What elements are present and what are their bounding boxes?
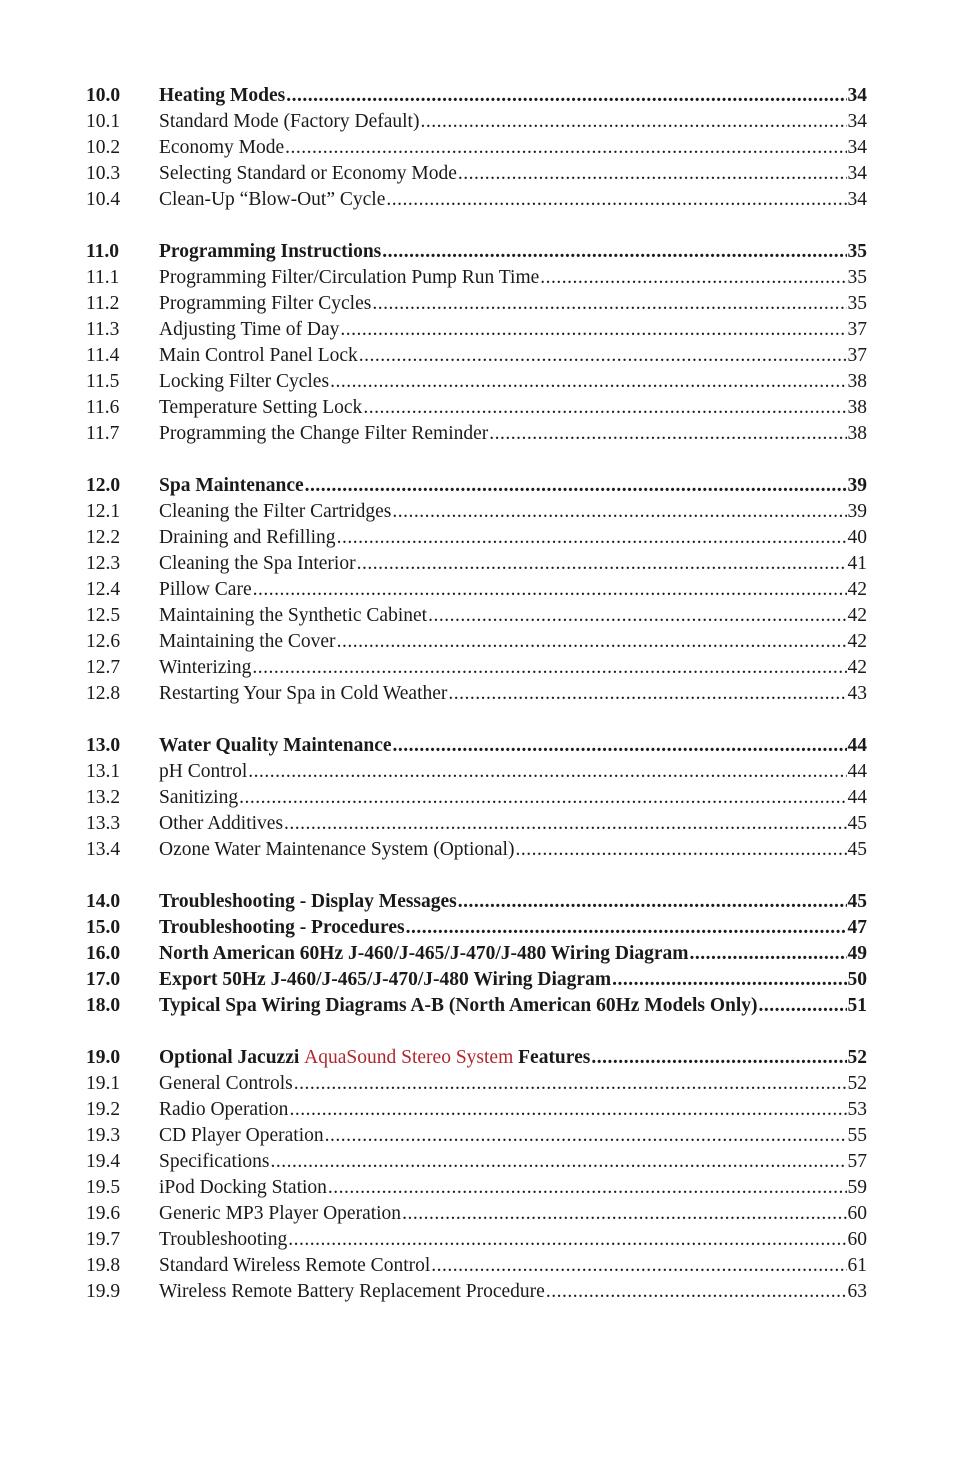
toc-entry-title: Programming Filter/Circulation Pump Run Time — [159, 267, 540, 288]
dot-leader — [540, 265, 846, 291]
toc-entry-title: Programming Filter Cycles — [159, 293, 372, 314]
toc-heading-row[interactable] — [86, 83, 867, 109]
toc-entry-number: 12.8 — [86, 683, 121, 704]
toc-entry-row[interactable] — [86, 525, 867, 551]
toc-page-number: 37 — [847, 345, 867, 366]
toc-heading-row[interactable] — [86, 941, 867, 967]
toc-entry-title: Generic MP3 Player Operation — [159, 1203, 402, 1224]
toc-entry-title: Spa Maintenance — [159, 475, 304, 496]
dot-leader — [325, 1123, 847, 1149]
toc-entry-title: Wireless Remote Battery Replacement Procedure — [159, 1281, 545, 1302]
dot-leader — [239, 785, 846, 811]
dot-leader — [337, 629, 847, 655]
dot-leader — [406, 915, 847, 941]
toc-page-number: 38 — [847, 423, 867, 444]
toc-page-number: 34 — [847, 189, 867, 210]
toc-page-number: 35 — [847, 293, 867, 314]
toc-entry-title: Troubleshooting - Display Messages — [159, 891, 457, 912]
section-gap — [86, 213, 867, 239]
toc-entry-title: Selecting Standard or Economy Mode — [159, 163, 457, 184]
dot-leader — [252, 655, 846, 681]
dot-leader — [402, 1201, 846, 1227]
toc-entry-number: 11.7 — [86, 423, 120, 444]
toc-heading-row[interactable] — [86, 993, 867, 1019]
toc-entry-title: Typical Spa Wiring Diagrams A-B (North American 60Hz Models Only) — [159, 995, 758, 1016]
dot-leader — [759, 993, 847, 1019]
toc-entry-number: 12.5 — [86, 605, 121, 626]
toc-entry-title: Draining and Refilling — [159, 527, 336, 548]
toc-entry-number: 12.4 — [86, 579, 121, 600]
toc-entry-number: 11.2 — [86, 293, 120, 314]
toc-entry-number: 12.7 — [86, 657, 121, 678]
toc-entry-number: 11.5 — [86, 371, 120, 392]
toc-entry-row[interactable] — [86, 343, 867, 369]
toc-entry-row[interactable] — [86, 317, 867, 343]
toc-entry-number: 19.0 — [86, 1047, 121, 1068]
dot-leader — [363, 395, 846, 421]
toc-page-number: 43 — [847, 683, 867, 704]
toc-entry-title: North American 60Hz J-460/J-465/J-470/J-480 Wiring Diagram — [159, 943, 689, 964]
toc-heading-row[interactable] — [86, 967, 867, 993]
dot-leader — [428, 603, 846, 629]
toc-page-number: 60 — [847, 1203, 867, 1224]
toc-entry-number: 15.0 — [86, 917, 121, 938]
toc-entry-row[interactable] — [86, 499, 867, 525]
toc-page-number: 52 — [847, 1073, 867, 1094]
toc-entry-number: 11.1 — [86, 267, 120, 288]
dot-leader — [448, 681, 846, 707]
toc-entry-title: Radio Operation — [159, 1099, 289, 1120]
dot-leader — [286, 83, 846, 109]
toc-entry-number: 12.0 — [86, 475, 121, 496]
toc-heading-row[interactable] — [86, 1045, 867, 1071]
toc-entry-row[interactable] — [86, 759, 867, 785]
toc-page-number: 51 — [847, 995, 867, 1016]
toc-entry-title: Heating Modes — [159, 85, 286, 106]
toc-heading-row[interactable] — [86, 473, 867, 499]
toc-entry-title: Specifications — [159, 1151, 270, 1172]
toc-entry-title: Ozone Water Maintenance System (Optional) — [159, 839, 515, 860]
toc-entry-row[interactable] — [86, 421, 867, 447]
toc-entry-title: Adjusting Time of Day — [159, 319, 340, 340]
toc-heading-row[interactable] — [86, 733, 867, 759]
toc-entry-title: Water Quality Maintenance — [159, 735, 392, 756]
toc-entry-number: 10.4 — [86, 189, 121, 210]
toc-heading-row[interactable] — [86, 889, 867, 915]
toc-page-number: 40 — [847, 527, 867, 548]
dot-leader — [420, 109, 846, 135]
toc-page-number: 39 — [847, 475, 867, 496]
toc-entry-row[interactable] — [86, 395, 867, 421]
toc-entry-title: General Controls — [159, 1073, 293, 1094]
toc-entry-row[interactable] — [86, 1279, 867, 1305]
toc-entry-number: 19.9 — [86, 1281, 121, 1302]
toc-page-number: 42 — [847, 579, 867, 600]
toc-page-number: 45 — [847, 891, 867, 912]
toc-page-number: 42 — [847, 657, 867, 678]
toc-entry-row[interactable] — [86, 837, 867, 863]
toc-entry-title: Export 50Hz J-460/J-465/J-470/J-480 Wiring Diagram — [159, 969, 612, 990]
toc-entry-title: Programming the Change Filter Reminder — [159, 423, 489, 444]
dot-leader — [359, 343, 847, 369]
toc-page-number: 38 — [847, 371, 867, 392]
toc-entry-number: 13.0 — [86, 735, 121, 756]
dot-leader — [285, 135, 846, 161]
toc-entry-row[interactable] — [86, 291, 867, 317]
toc-page-number: 35 — [847, 267, 867, 288]
toc-page-number: 41 — [847, 553, 867, 574]
toc-entry-number: 12.2 — [86, 527, 121, 548]
dot-leader — [288, 1227, 846, 1253]
toc-heading-row[interactable] — [86, 239, 867, 265]
toc-page-number: 37 — [847, 319, 867, 340]
dot-leader — [546, 1279, 847, 1305]
toc-entry-row[interactable] — [86, 551, 867, 577]
toc-entry-row[interactable] — [86, 1253, 867, 1279]
toc-title-part: Features — [513, 1047, 591, 1068]
dot-leader — [289, 1097, 846, 1123]
toc-page-number: 34 — [847, 85, 867, 106]
toc-entry-row[interactable] — [86, 109, 867, 135]
toc-page-number: 34 — [847, 163, 867, 184]
toc-entry-number: 19.5 — [86, 1177, 121, 1198]
toc-page-number: 34 — [847, 137, 867, 158]
toc-entry-title — [159, 1045, 590, 1071]
toc-entry-number: 11.3 — [86, 319, 120, 340]
toc-entry-title: Troubleshooting — [159, 1229, 288, 1250]
toc-entry-title: CD Player Operation — [159, 1125, 324, 1146]
toc-entry-row[interactable] — [86, 603, 867, 629]
toc-entry-row[interactable] — [86, 1175, 867, 1201]
toc-entry-row[interactable] — [86, 265, 867, 291]
toc-entry-number: 13.1 — [86, 761, 121, 782]
toc-page-number: 39 — [847, 501, 867, 522]
dot-leader — [458, 161, 847, 187]
toc-entry-number: 10.0 — [86, 85, 121, 106]
dot-leader — [458, 889, 847, 915]
toc-page-number: 44 — [847, 761, 867, 782]
toc-page-number: 45 — [847, 813, 867, 834]
toc-entry-title: Temperature Setting Lock — [159, 397, 363, 418]
dot-leader — [328, 1175, 847, 1201]
toc-entry-row[interactable] — [86, 1201, 867, 1227]
toc-entry-row[interactable] — [86, 577, 867, 603]
toc-page-number: 55 — [847, 1125, 867, 1146]
toc-entry-number: 19.8 — [86, 1255, 121, 1276]
toc-entry-title: Restarting Your Spa in Cold Weather — [159, 683, 448, 704]
toc-entry-number: 13.4 — [86, 839, 121, 860]
dot-leader — [382, 239, 846, 265]
dot-leader — [340, 317, 846, 343]
toc-page-number: 44 — [847, 787, 867, 808]
toc-entry-row[interactable] — [86, 1071, 867, 1097]
toc-entry-number: 16.0 — [86, 943, 121, 964]
toc-entry-number: 11.6 — [86, 397, 120, 418]
toc-entry-row[interactable] — [86, 681, 867, 707]
dot-leader — [386, 187, 846, 213]
toc-entry-number: 19.6 — [86, 1203, 121, 1224]
toc-entry-number: 14.0 — [86, 891, 121, 912]
toc-entry-number: 11.4 — [86, 345, 120, 366]
section-gap — [86, 1019, 867, 1045]
toc-entry-row[interactable] — [86, 1097, 867, 1123]
toc-entry-number: 19.4 — [86, 1151, 121, 1172]
toc-entry-title: Programming Instructions — [159, 241, 382, 262]
toc-entry-row[interactable] — [86, 1227, 867, 1253]
toc-entry-row[interactable] — [86, 1123, 867, 1149]
toc-page-number: 45 — [847, 839, 867, 860]
toc-title-part: Optional Jacuzzi — [159, 1047, 305, 1068]
toc-entry-number: 12.3 — [86, 553, 121, 574]
toc-entry-number: 19.2 — [86, 1099, 121, 1120]
toc-entry-title: Maintaining the Cover — [159, 631, 336, 652]
dot-leader — [357, 551, 847, 577]
dot-leader — [330, 369, 846, 395]
toc-page-number: 53 — [847, 1099, 867, 1120]
toc-page-number: 57 — [847, 1151, 867, 1172]
toc-entry-row[interactable] — [86, 785, 867, 811]
toc-entry-title: Standard Wireless Remote Control — [159, 1255, 431, 1276]
toc-entry-title: Main Control Panel Lock — [159, 345, 358, 366]
toc-entry-title: Clean-Up “Blow-Out” Cycle — [159, 189, 386, 210]
dot-leader — [372, 291, 846, 317]
toc-page-number: 60 — [847, 1229, 867, 1250]
toc-entry-title: Standard Mode (Factory Default) — [159, 111, 420, 132]
section-gap — [86, 447, 867, 473]
toc-page-number: 35 — [847, 241, 867, 262]
toc-entry-number: 13.2 — [86, 787, 121, 808]
toc-entry-row[interactable] — [86, 161, 867, 187]
toc-entry-row[interactable] — [86, 187, 867, 213]
toc-entry-title: Winterizing — [159, 657, 252, 678]
toc-entry-number: 10.1 — [86, 111, 121, 132]
dot-leader — [337, 525, 847, 551]
toc-entry-number: 10.2 — [86, 137, 121, 158]
toc-entry-row[interactable] — [86, 135, 867, 161]
toc-entry-row[interactable] — [86, 369, 867, 395]
toc-page-number: 44 — [847, 735, 867, 756]
toc-entry-number: 19.1 — [86, 1073, 121, 1094]
toc-entry-title: Cleaning the Spa Interior — [159, 553, 356, 574]
toc-page-number: 38 — [847, 397, 867, 418]
toc-entry-number: 18.0 — [86, 995, 121, 1016]
toc-entry-title: pH Control — [159, 761, 248, 782]
dot-leader — [690, 941, 847, 967]
dot-leader — [305, 473, 847, 499]
toc-entry-row[interactable] — [86, 1149, 867, 1175]
toc-page-number: 52 — [847, 1047, 867, 1068]
toc-entry-title: Troubleshooting - Procedures — [159, 917, 405, 938]
dot-leader — [270, 1149, 846, 1175]
dot-leader — [294, 1071, 847, 1097]
toc-entry-title: Pillow Care — [159, 579, 252, 600]
toc-page-number: 42 — [847, 605, 867, 626]
dot-leader — [612, 967, 846, 993]
toc-title-highlight: AquaSound Stereo System — [304, 1047, 514, 1068]
toc-entry-title: Cleaning the Filter Cartridges — [159, 501, 392, 522]
toc-page-number: 49 — [847, 943, 867, 964]
toc-entry-number: 11.0 — [86, 241, 120, 262]
dot-leader — [489, 421, 846, 447]
toc-page-number: 61 — [847, 1255, 867, 1276]
toc-entry-title: iPod Docking Station — [159, 1177, 327, 1198]
dot-leader — [431, 1253, 846, 1279]
toc-entry-title: Locking Filter Cycles — [159, 371, 330, 392]
toc-page-number: 50 — [847, 969, 867, 990]
toc-entry-row[interactable] — [86, 655, 867, 681]
toc-entry-title: Maintaining the Synthetic Cabinet — [159, 605, 428, 626]
toc-entry-number: 19.7 — [86, 1229, 121, 1250]
toc-page-number: 47 — [847, 917, 867, 938]
toc-entry-number: 10.3 — [86, 163, 121, 184]
toc-entry-number: 12.6 — [86, 631, 121, 652]
toc-page-number: 63 — [847, 1281, 867, 1302]
toc-page-number: 42 — [847, 631, 867, 652]
section-gap — [86, 707, 867, 733]
dot-leader — [392, 499, 846, 525]
dot-leader — [515, 837, 846, 863]
toc-page-number: 59 — [847, 1177, 867, 1198]
dot-leader — [284, 811, 846, 837]
dot-leader — [393, 733, 847, 759]
dot-leader — [253, 577, 847, 603]
dot-leader — [248, 759, 846, 785]
toc-entry-number: 12.1 — [86, 501, 121, 522]
dot-leader — [591, 1045, 846, 1071]
table-of-contents — [86, 83, 867, 1305]
toc-entry-row[interactable] — [86, 629, 867, 655]
toc-entry-number: 17.0 — [86, 969, 121, 990]
toc-entry-title: Economy Mode — [159, 137, 285, 158]
toc-entry-title: Other Additives — [159, 813, 284, 834]
toc-entry-title: Sanitizing — [159, 787, 239, 808]
toc-heading-row[interactable] — [86, 915, 867, 941]
section-gap — [86, 863, 867, 889]
toc-entry-row[interactable] — [86, 811, 867, 837]
toc-entry-number: 13.3 — [86, 813, 121, 834]
toc-entry-number: 19.3 — [86, 1125, 121, 1146]
toc-page-number: 34 — [847, 111, 867, 132]
